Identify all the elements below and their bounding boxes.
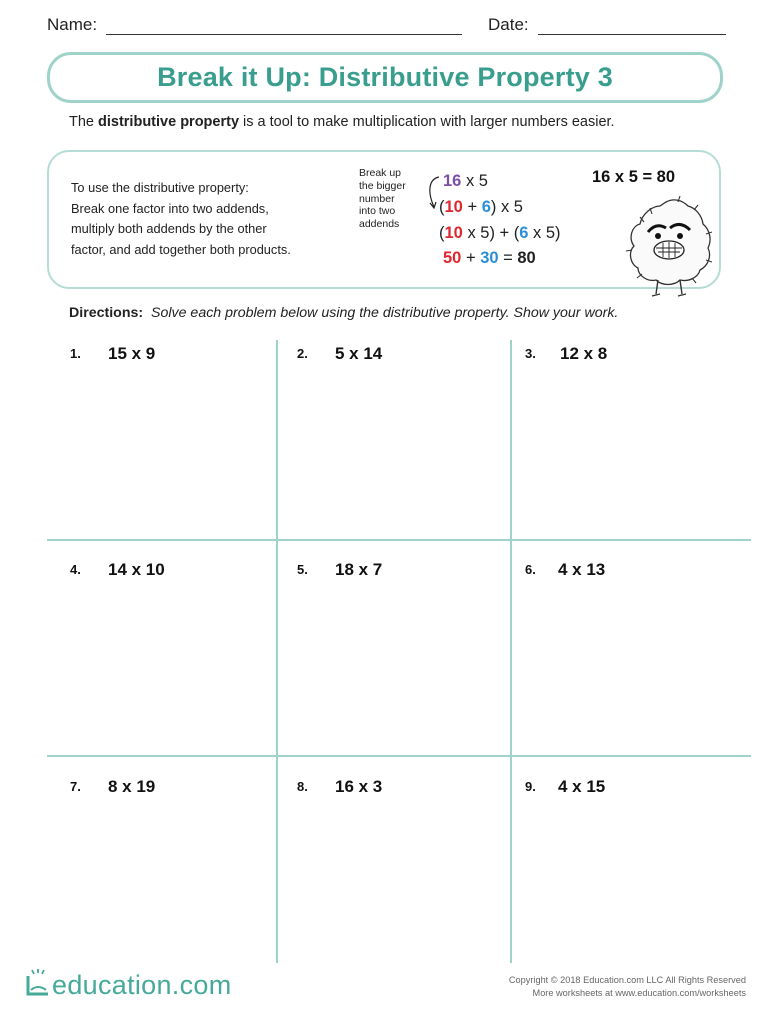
problem-number: 5.: [297, 562, 308, 577]
problem-expression: 4 x 15: [558, 777, 606, 796]
math-text: =: [503, 249, 513, 267]
math-line-4: [443, 249, 536, 268]
addend-six: 6: [481, 198, 491, 216]
intro-before: The: [69, 114, 99, 130]
intro-text: [69, 114, 615, 130]
problem-expression: 14 x 10: [108, 560, 165, 579]
hint-line: Break up: [359, 167, 402, 179]
problem-expression: 15 x 9: [108, 344, 156, 363]
problem-number: 8.: [297, 779, 308, 794]
date-field[interactable]: [538, 34, 726, 35]
hint-line: the bigger: [359, 179, 406, 192]
addend-ten: 10: [444, 224, 463, 242]
date-label: Date:: [488, 15, 529, 34]
product-fifty: 50: [443, 249, 462, 267]
math-text: x 5): [533, 224, 561, 242]
problem-number: 2.: [297, 346, 308, 361]
directions-text: Solve each problem below using the distributive property. Show your work.: [151, 305, 619, 321]
problem-expression: 8 x 19: [108, 777, 156, 796]
math-line-3: [439, 224, 561, 243]
intro-after: is a tool to make multiplication with larger numbers easier.: [239, 114, 615, 130]
instruction-line: multiply both addends by the other: [71, 221, 267, 236]
result-eighty: 80: [517, 249, 536, 267]
name-label: Name:: [47, 15, 98, 34]
problem-number: 4.: [70, 562, 81, 577]
title-banner: [47, 52, 723, 103]
eye-icon: [677, 233, 683, 239]
name-field[interactable]: [106, 34, 462, 35]
education-logo[interactable]: [22, 968, 232, 1002]
math-line-2: [439, 198, 523, 217]
math-text: +: [467, 198, 478, 216]
math-text: (: [439, 224, 445, 242]
copyright-line: Copyright © 2018 Education.com LLC All Rights Reserved: [508, 975, 746, 985]
problem-expression: 5 x 14: [335, 344, 383, 363]
problem-number: 6.: [525, 562, 536, 577]
instruction-line: factor, and add together both products.: [71, 241, 291, 257]
math-text: (: [439, 198, 445, 216]
problem-number: 1.: [70, 346, 81, 361]
problem-number: 9.: [525, 779, 536, 794]
math-text: x 5: [465, 172, 488, 190]
instructions: [71, 178, 336, 260]
monster-illustration: [622, 192, 718, 304]
hint-line: into two: [359, 205, 396, 218]
page-title: Break it Up: Distributive Property 3: [157, 62, 613, 92]
example-answer: 16 x 5 = 80: [592, 168, 676, 186]
eye-icon: [655, 233, 661, 239]
directions: [69, 305, 618, 321]
hint-line: addends: [359, 218, 400, 231]
factor-sixteen: 16: [443, 172, 462, 190]
product-thirty: 30: [480, 249, 499, 267]
problem-expression: 4 x 13: [558, 560, 606, 579]
addend-six: 6: [519, 224, 529, 242]
directions-label: Directions:: [69, 305, 144, 321]
book-icon: [22, 968, 52, 1002]
problem-expression: 16 x 3: [335, 777, 383, 796]
math-text: ) x 5: [490, 198, 523, 216]
problem-number: 7.: [70, 779, 81, 794]
hint-line: number: [359, 192, 395, 205]
instruction-line: To use the distributive property:: [71, 180, 249, 195]
addend-ten: 10: [444, 198, 463, 216]
problem-expression: 18 x 7: [335, 560, 383, 579]
grid-divider: [510, 340, 512, 963]
intro-term: distributive property: [98, 114, 240, 130]
instruction-line: Break one factor into two addends,: [71, 200, 269, 216]
more-worksheets-link[interactable]: More worksheets at www.education.com/worksheets: [532, 988, 746, 998]
grid-divider: [47, 755, 751, 757]
problem-number: 3.: [525, 346, 536, 361]
grid-divider: [276, 340, 278, 963]
copyright: [509, 974, 746, 1000]
math-text: x 5) + (: [467, 224, 520, 242]
problem-expression: 12 x 8: [560, 344, 608, 363]
math-line-1: [443, 172, 488, 191]
hint-text: [359, 167, 406, 231]
logo-text: education.com: [52, 969, 232, 1000]
math-text: +: [465, 249, 476, 267]
grid-divider: [47, 539, 751, 541]
